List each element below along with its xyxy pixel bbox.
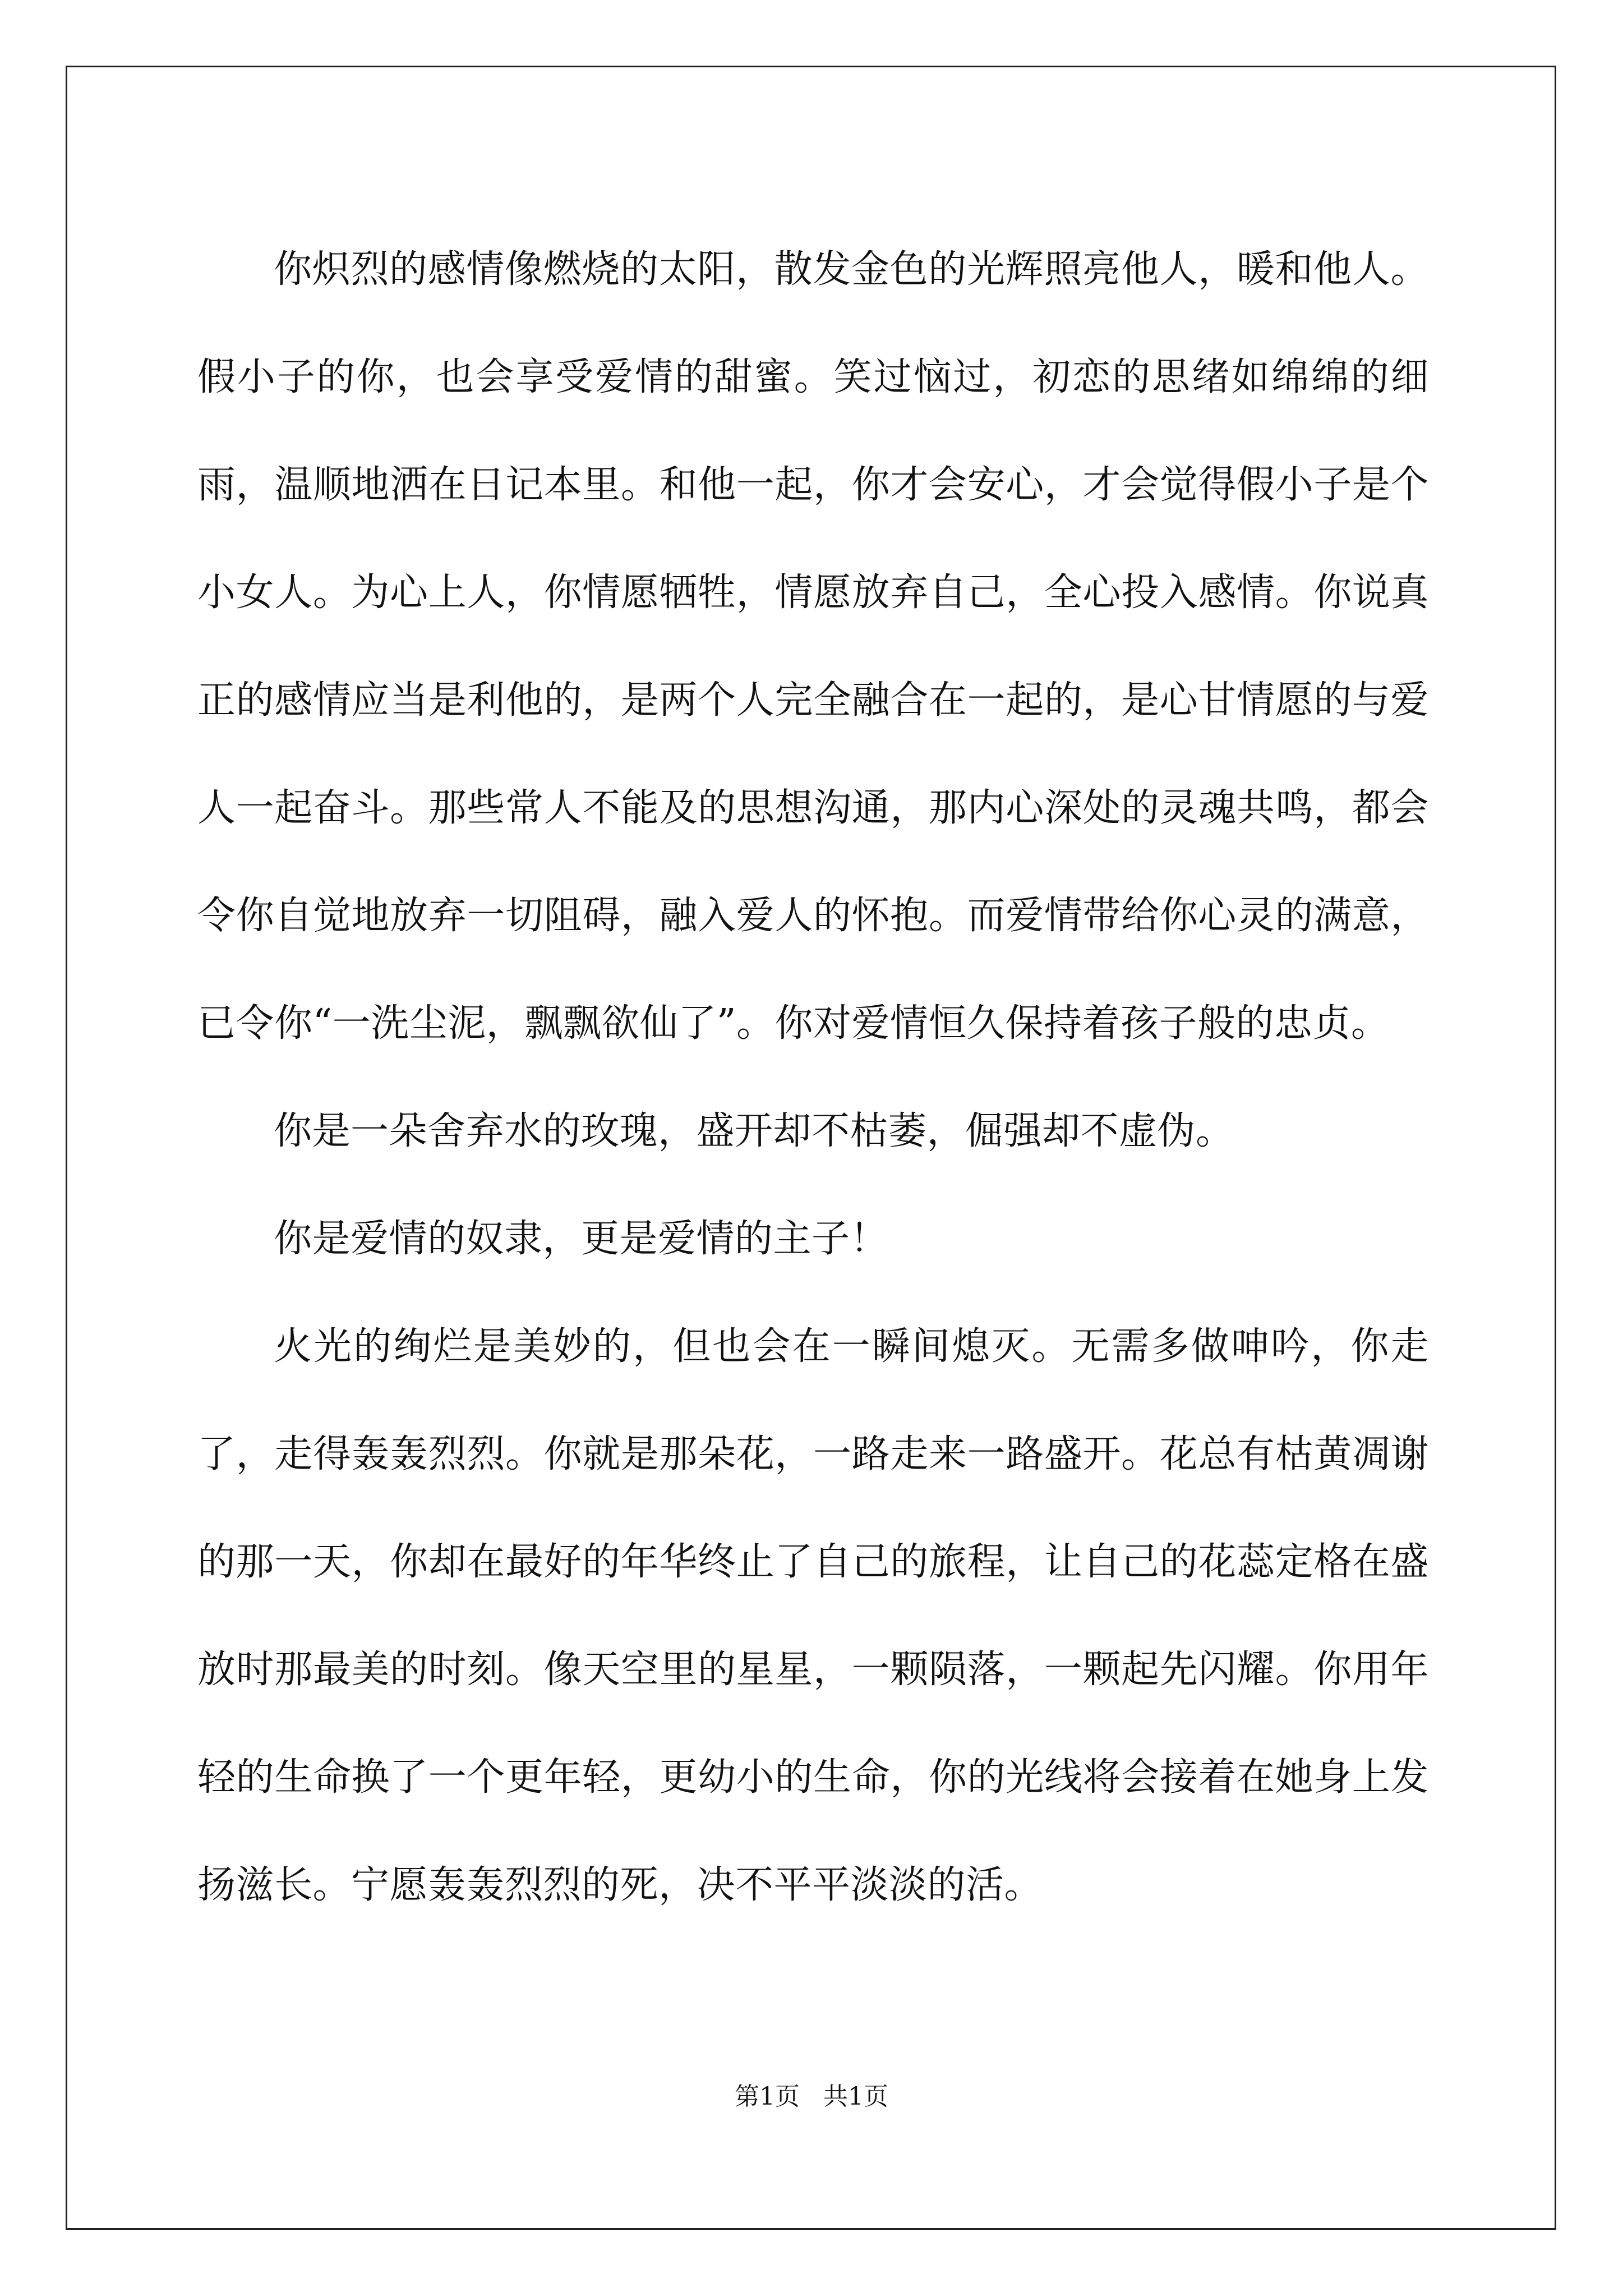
document-body — [197, 216, 1429, 1939]
paragraph: 你炽烈的感情像燃烧的太阳，散发金色的光辉照亮他人，暖和他人。假小子的你，也会享受爱情的甜蜜。笑过恼过，初恋的思绪如绵绵的细雨，温顺地洒在日记本里。和他一起，你才会安心，才会觉得假小子是个小女人。为心上人，你情愿牺牲，情愿放弃自己，全心投入感情。你说真正的感情应当是利他的，是两个人完全融合在一起的，是心甘情愿的与爱人一起奋斗。那些常人不能及的思想沟通，那内心深处的灵魂共鸣，都会令你自觉地放弃一切阻碍，融入爱人的怀抱。而爱情带给你心灵的满意，已令你“一洗尘泥，飘飘欲仙了”。你对爱情恒久保持着孩子般的忠贞。 — [197, 247, 1429, 1046]
paragraph: 你是爱情的奴隶，更是爱情的主子！ — [274, 1217, 889, 1261]
page-number-footer: 第1页 共1页 — [735, 2082, 888, 2111]
paragraph: 火光的绚烂是美妙的，但也会在一瞬间熄灭。无需多做呻吟，你走了，走得轰轰烈烈。你就是那朵花，一路走来一路盛开。花总有枯黄凋谢的那一天，你却在最好的年华终止了自己的旅程，让自己的花蕊定格在盛放时那最美的时刻。像天空里的星星，一颗陨落，一颗起先闪耀。你用年轻的生命换了一个更年轻，更幼小的生命，你的光线将会接着在她身上发扬滋长。宁愿轰轰烈烈的死，决不平平淡淡的活。 — [197, 1324, 1429, 1907]
paragraph: 你是一朵舍弃水的玫瑰，盛开却不枯萎，倔强却不虚伪。 — [274, 1109, 1234, 1153]
